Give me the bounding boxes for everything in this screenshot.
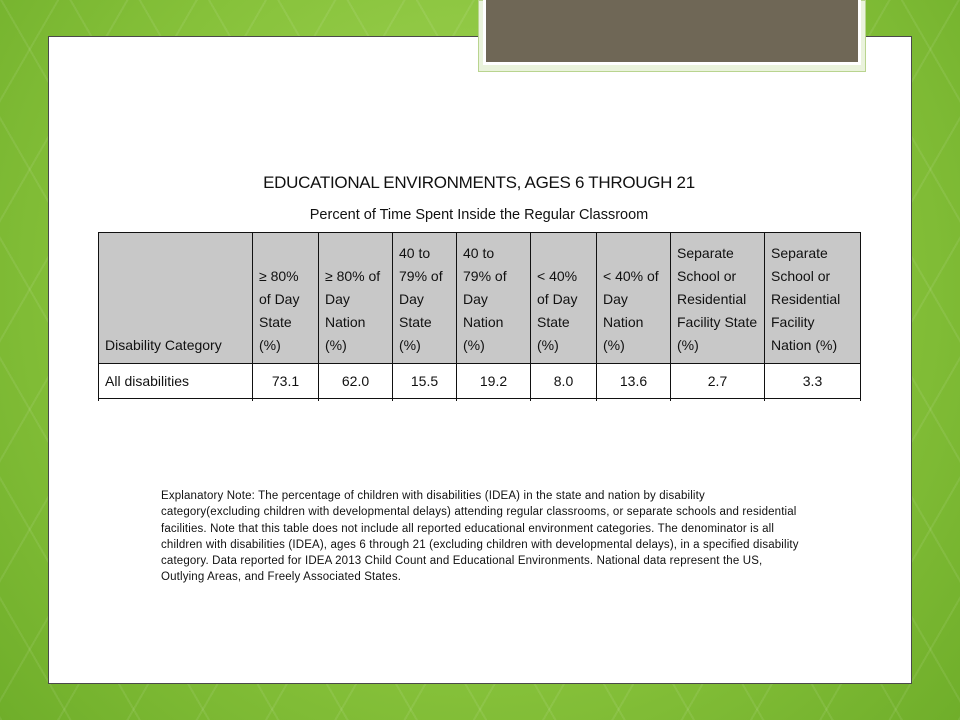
table-title: EDUCATIONAL ENVIRONMENTS, AGES 6 THROUGH 21	[263, 173, 695, 192]
table-cell: 2.7	[671, 364, 765, 399]
table-cell: 8.0	[531, 364, 597, 399]
header-separate-nation: Separate School or Residential Facility Nation (%)	[765, 233, 861, 364]
header-disability-category: Disability Category	[99, 233, 253, 364]
header-80-state: ≥ 80% of Day State (%)	[253, 233, 319, 364]
header-80-nation: ≥ 80% of Day Nation (%)	[319, 233, 393, 364]
table-cell: 13.6	[597, 364, 671, 399]
header-lt40-nation: < 40% of Day Nation (%)	[597, 233, 671, 364]
table-cell: 19.2	[457, 364, 531, 399]
title-placeholder	[486, 0, 858, 62]
table-header-row	[99, 233, 861, 364]
data-table	[98, 232, 861, 401]
table-cell: 73.1	[253, 364, 319, 399]
table-cut-edge	[99, 399, 861, 402]
table-cell: 15.5	[393, 364, 457, 399]
table-subtitle: Percent of Time Spent Inside the Regular Classroom	[309, 207, 649, 223]
header-lt40-state: < 40% of Day State (%)	[531, 233, 597, 364]
explanatory-note: Explanatory Note: The percentage of children with disabilities (IDEA) in the state and nation by disability category(excluding children with developmental delays) attending regular classrooms, or separate schools and residential facilities. Note that this table does not include all reported educational environment categories. The denominator is all children with disabilities (IDEA), ages 6 through 21 (excluding children with developmental delays), in a specified disability category. Data reported for IDEA 2013 Child Count and Educational Environments. National data represent the US, Outlying Areas, and Freely Associated States.	[161, 490, 799, 584]
header-40-79-nation: 40 to 79% of Day Nation (%)	[457, 233, 531, 364]
header-40-79-state: 40 to 79% of Day State (%)	[393, 233, 457, 364]
table-row	[99, 364, 861, 399]
table-cell: 62.0	[319, 364, 393, 399]
data-table-section	[98, 168, 860, 400]
header-separate-state: Separate School or Residential Facility State (%)	[671, 233, 765, 364]
row-category: All disabilities	[99, 364, 253, 399]
table-cell: 3.3	[765, 364, 861, 399]
